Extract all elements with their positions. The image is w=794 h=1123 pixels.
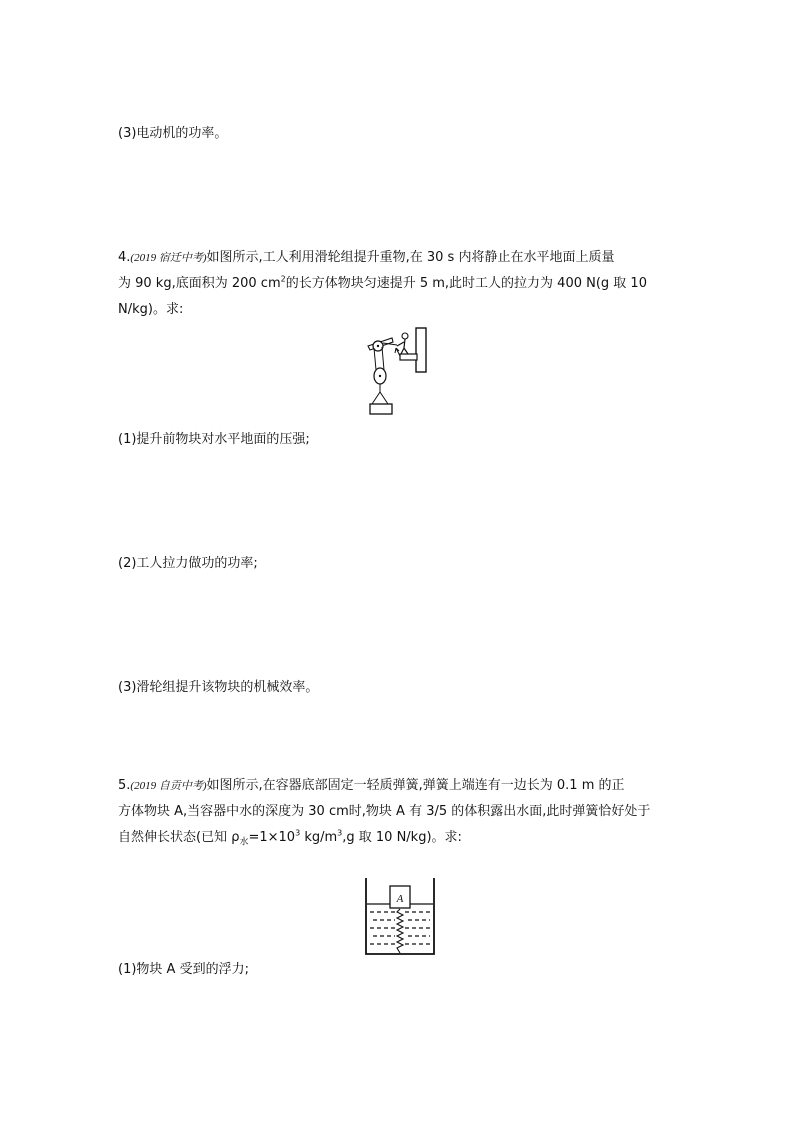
q4-line3: N/kg)。求: — [118, 302, 184, 317]
worker-body — [397, 339, 408, 354]
q4-line2-a: 为 90 kg,底面积为 200 cm — [118, 276, 281, 291]
q4-part3: (3)滑轮组提升该物块的机械效率。 — [118, 680, 319, 695]
movable-pulley-axle — [379, 375, 381, 377]
q4-line1-rest: 如图所示,工人利用滑轮组提升重物,在 30 s 内将静止在水平地面上质量 — [206, 250, 615, 265]
q5-line3 — [118, 828, 462, 848]
q5-source: (2019 自贡中考) — [130, 780, 207, 792]
q4-line1 — [118, 248, 614, 268]
q4-area-exponent: 2 — [280, 274, 286, 284]
wall-bracket — [416, 328, 426, 372]
q5-line1 — [118, 776, 624, 796]
density-exponent: 3 — [295, 828, 301, 838]
unit-exponent: 3 — [337, 828, 343, 838]
block-a-label: A — [396, 893, 404, 905]
fixed-pulley-axle — [377, 345, 379, 347]
q4-number: 4. — [118, 250, 131, 265]
worker-head — [402, 333, 408, 339]
platform — [400, 354, 417, 360]
q5-number: 5. — [118, 778, 131, 793]
hook-ropes — [372, 384, 388, 404]
q5-line3-b: =1×10 — [248, 830, 296, 845]
q4-source: (2019 宿迁中考) — [130, 252, 207, 264]
q5-part1: (1)物块 A 受到的浮力; — [118, 962, 249, 977]
q5-line1-rest: 如图所示,在容器底部固定一轻质弹簧,弹簧上端连有一边长为 0.1 m 的正 — [206, 778, 625, 793]
q5-line3-c: kg/m — [300, 830, 338, 845]
pulley-system-figure — [364, 326, 430, 422]
q4-part2: (2)工人拉力做功的功率; — [118, 556, 258, 571]
force-arrow — [395, 348, 400, 356]
q5-line3-a: 自然伸长状态(已知 ρ — [118, 830, 240, 845]
density-subscript: 水 — [239, 837, 249, 848]
q3-part3-text: (3)电动机的功率。 — [118, 126, 228, 141]
load-block — [370, 404, 392, 414]
q4-line2-b: 的长方体物块匀速提升 5 m,此时工人的拉力为 400 N(g 取 10 — [285, 276, 647, 291]
q5-line2: 方体物块 A,当容器中水的深度为 30 cm时,物块 A 有 3/5 的体积露出水面,此时弹簧恰好处于 — [118, 804, 651, 819]
q4-part1: (1)提升前物块对水平地面的压强; — [118, 432, 310, 447]
q5-line3-d: ,g 取 10 N/kg)。求: — [342, 830, 462, 845]
container-spring-figure — [364, 876, 436, 956]
q4-line2 — [118, 274, 647, 294]
